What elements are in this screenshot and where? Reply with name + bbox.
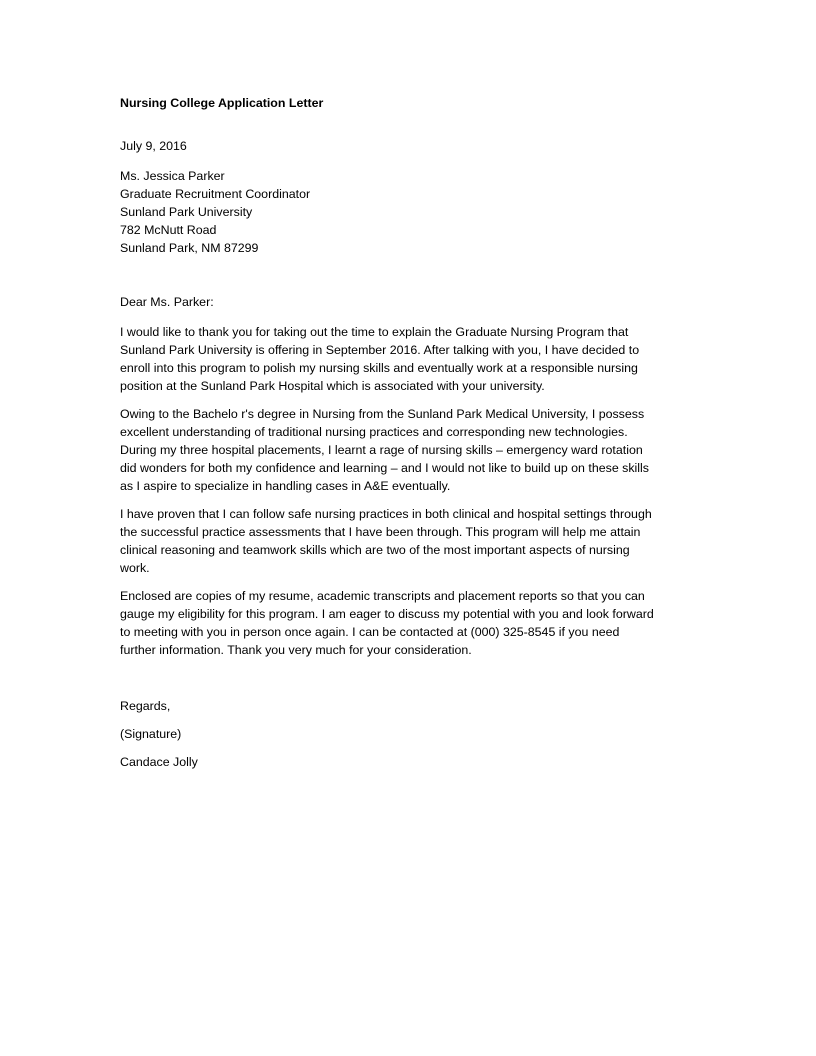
body-paragraph-4 bbox=[120, 587, 700, 659]
paragraph-line: Owing to the Bachelo r's degree in Nursing from the Sunland Park Medical University, I possess bbox=[120, 407, 645, 421]
paragraph-line: the successful practice assessments that I have been through. This program will help me attain bbox=[120, 525, 641, 539]
body-paragraph-2 bbox=[120, 405, 700, 495]
paragraph-line: During my three hospital placements, I learnt a rage of nursing skills – emergency ward rotation bbox=[120, 443, 643, 457]
recipient-city-state-zip: Sunland Park, NM 87299 bbox=[120, 241, 259, 255]
closing: Regards, bbox=[120, 699, 171, 713]
paragraph-line: Enclosed are copies of my resume, academic transcripts and placement reports so that you can bbox=[120, 589, 645, 603]
recipient-organization: Sunland Park University bbox=[120, 205, 253, 219]
paragraph-line: Sunland Park University is offering in September 2016. After talking with you, I have decided to bbox=[120, 343, 640, 357]
sender-name: Candace Jolly bbox=[120, 755, 198, 769]
paragraph-line: position at the Sunland Park Hospital which is associated with your university. bbox=[120, 379, 545, 393]
body-paragraph-1 bbox=[120, 323, 700, 395]
paragraph-line: excellent understanding of traditional nursing practices and corresponding new technologies. bbox=[120, 425, 628, 439]
paragraph-line: gauge my eligibility for this program. I am eager to discuss my potential with you and look forward bbox=[120, 607, 654, 621]
signature-placeholder: (Signature) bbox=[120, 727, 182, 741]
recipient-street: 782 McNutt Road bbox=[120, 223, 217, 237]
paragraph-line: work. bbox=[120, 561, 150, 575]
paragraph-line: clinical reasoning and teamwork skills which are two of the most important aspects of nursing bbox=[120, 543, 630, 557]
paragraph-line: I would like to thank you for taking out the time to explain the Graduate Nursing Program that bbox=[120, 325, 629, 339]
paragraph-line: further information. Thank you very much for your consideration. bbox=[120, 643, 472, 657]
document-title: Nursing College Application Letter bbox=[120, 96, 324, 110]
paragraph-line: as I aspire to specialize in handling cases in A&E eventually. bbox=[120, 479, 451, 493]
paragraph-line: to meeting with you in person once again. I can be contacted at (000) 325-8545 if you need bbox=[120, 625, 620, 639]
recipient-name: Ms. Jessica Parker bbox=[120, 169, 225, 183]
letter-date: July 9, 2016 bbox=[120, 139, 187, 153]
body-paragraph-3 bbox=[120, 505, 700, 577]
salutation: Dear Ms. Parker: bbox=[120, 295, 214, 309]
paragraph-line: did wonders for both my confidence and learning – and I would not like to build up on these skills bbox=[120, 461, 649, 475]
paragraph-line: I have proven that I can follow safe nursing practices in both clinical and hospital settings through bbox=[120, 507, 652, 521]
recipient-position: Graduate Recruitment Coordinator bbox=[120, 187, 311, 201]
paragraph-line: enroll into this program to polish my nursing skills and eventually work at a responsible nursing bbox=[120, 361, 638, 375]
